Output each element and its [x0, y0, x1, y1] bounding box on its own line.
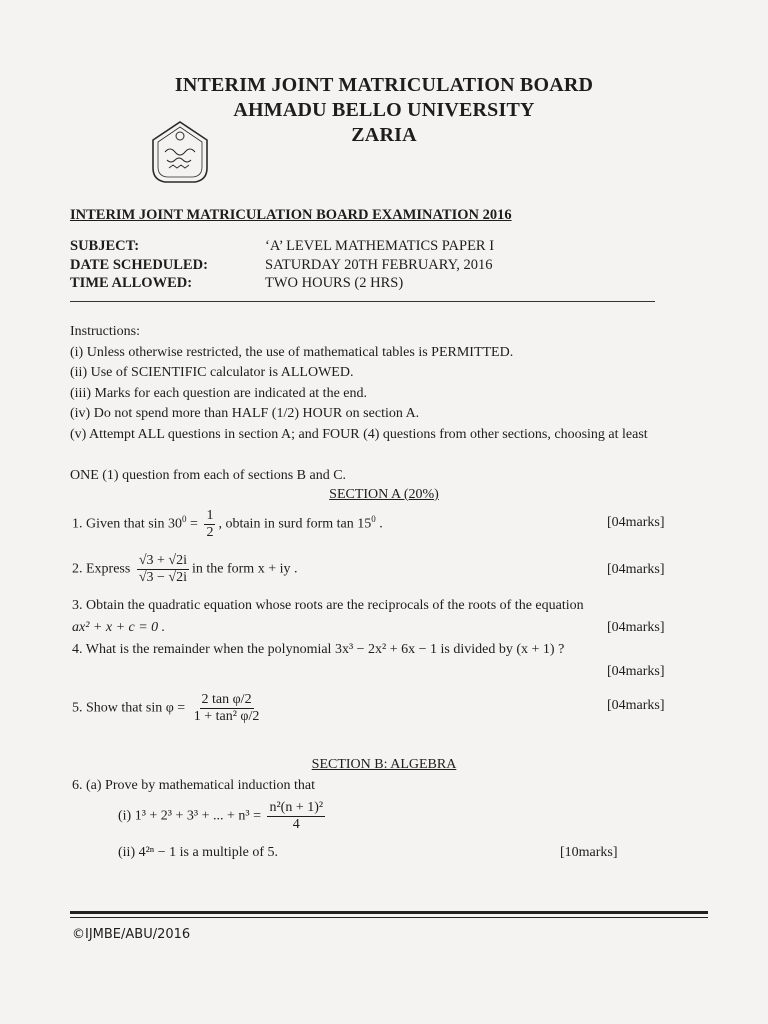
fraction-denominator: √3 − √2i — [138, 570, 187, 585]
university-seal-logo — [145, 118, 215, 188]
question-1 — [72, 508, 383, 541]
q6-i-text: (i) 1³ + 2³ + 3³ + ... + n³ = — [118, 808, 265, 824]
instructions-heading: Instructions: — [70, 324, 140, 339]
q6-marks: [10marks] — [560, 845, 618, 860]
degree-sup: 0 — [371, 514, 376, 525]
q4-marks: [04marks] — [607, 664, 665, 679]
instruction-item: (i) Unless otherwise restricted, the use of mathematical tables is PERMITTED. — [70, 345, 514, 360]
q1-marks: [04marks] — [607, 515, 665, 530]
q2-text-post: in the form x + iy . — [191, 561, 298, 577]
fraction-numerator: 2 tan φ/2 — [201, 692, 252, 707]
instruction-item: (iii) Marks for each question are indicated at the end. — [70, 386, 367, 401]
header-divider — [70, 301, 655, 302]
q3-marks: [04marks] — [607, 620, 665, 635]
footer-rule-thin — [70, 917, 708, 918]
q5-text: 5. Show that sin φ = — [72, 700, 189, 716]
subject-value: ‘A’ LEVEL MATHEMATICS PAPER I — [265, 238, 495, 254]
instruction-item: ONE (1) question from each of sections B and C. — [70, 468, 347, 483]
time-label: TIME ALLOWED: — [70, 275, 193, 291]
instruction-item: (ii) Use of SCIENTIFIC calculator is ALLOWED. — [70, 365, 354, 380]
question-6a-ii: (ii) 4²ⁿ − 1 is a multiple of 5. — [118, 845, 278, 860]
degree-sup: 0 — [182, 514, 187, 525]
q1-text: 1. Given that sin 30 — [72, 516, 183, 532]
instruction-item: (v) Attempt ALL questions in section A; and FOUR (4) questions from other sections, choosing at least — [70, 427, 648, 442]
exam-title: INTERIM JOINT MATRICULATION BOARD EXAMINATION 2016 — [70, 207, 512, 223]
q5-marks: [04marks] — [607, 698, 665, 713]
q1-text-post: , obtain in surd form tan 15 — [218, 516, 372, 532]
fraction-denominator: 4 — [292, 817, 300, 832]
q2-marks: [04marks] — [607, 562, 665, 577]
footer-rule-thick — [70, 911, 708, 914]
footer-copyright: ©IJMBE/ABU/2016 — [72, 927, 191, 942]
section-a-heading: SECTION A (20%) — [329, 487, 439, 502]
date-label: DATE SCHEDULED: — [70, 257, 208, 273]
fraction-numerator: 1 — [206, 508, 214, 523]
board-title: INTERIM JOINT MATRICULATION BOARD — [174, 74, 594, 96]
section-b-heading: SECTION B: ALGEBRA — [311, 757, 457, 772]
fraction-numerator: n²(n + 1)² — [269, 800, 324, 815]
university-title: AHMADU BELLO UNIVERSITY — [233, 99, 535, 121]
q1-end: . — [375, 516, 383, 532]
question-3-line1: 3. Obtain the quadratic equation whose roots are the reciprocals of the roots of the equation — [72, 598, 584, 613]
instruction-item: (iv) Do not spend more than HALF (1/2) HOUR on section A. — [70, 406, 420, 421]
question-2 — [72, 553, 297, 586]
city-title: ZARIA — [351, 124, 417, 146]
q2-text: 2. Express — [72, 561, 134, 577]
fraction-denominator: 1 + tan² φ/2 — [193, 709, 260, 724]
date-value: SATURDAY 20TH FEBRUARY, 2016 — [265, 257, 493, 273]
time-value: TWO HOURS (2 HRS) — [265, 275, 404, 291]
question-5 — [72, 692, 264, 725]
fraction-numerator: √3 + √2i — [138, 553, 187, 568]
question-6a-i — [118, 800, 328, 833]
fraction-denominator: 2 — [206, 525, 214, 540]
question-4: 4. What is the remainder when the polynomial 3x³ − 2x² + 6x − 1 is divided by (x + 1) ? — [72, 642, 565, 657]
equals: = — [186, 516, 202, 532]
question-3-line2: ax² + x + c = 0 . — [72, 620, 166, 635]
subject-label: SUBJECT: — [70, 238, 140, 254]
question-6a-intro: 6. (a) Prove by mathematical induction that — [72, 778, 315, 793]
